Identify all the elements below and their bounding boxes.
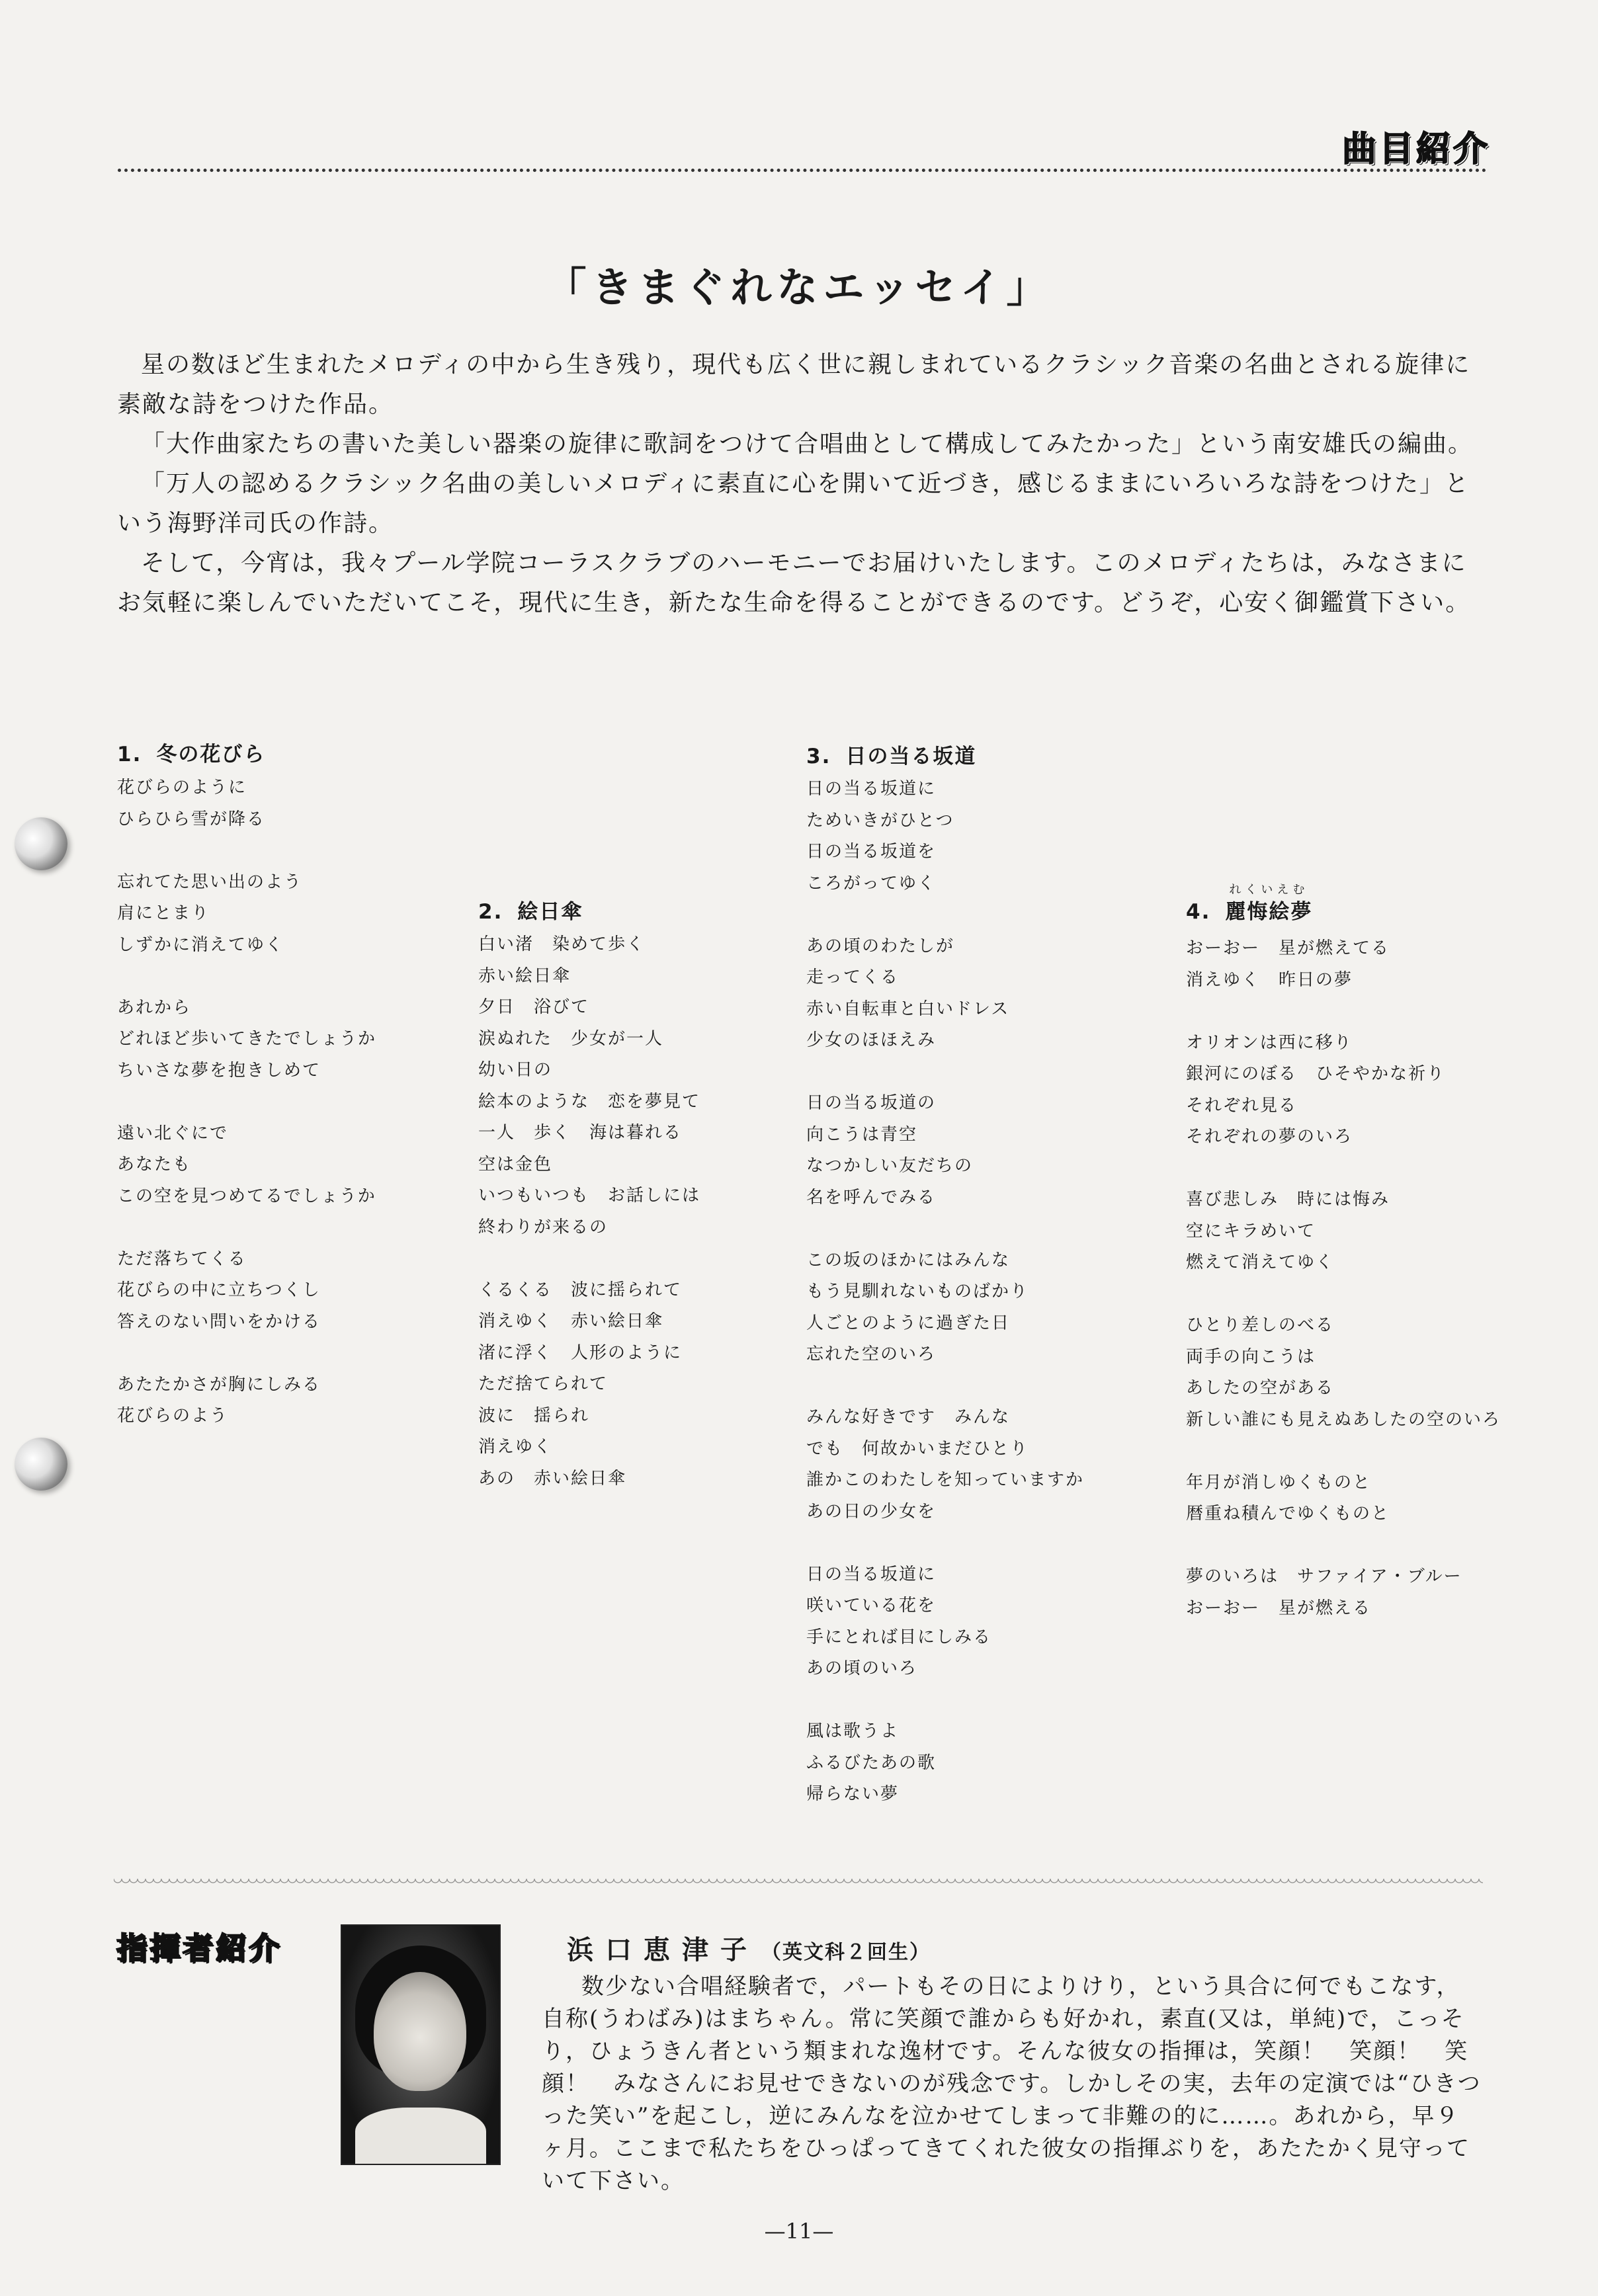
lyric-line: 肩にとまり bbox=[117, 903, 210, 923]
lyric-line bbox=[806, 1213, 1084, 1245]
photo-collar bbox=[355, 2108, 486, 2165]
section-label-conductor: 指揮者紹介 bbox=[116, 1930, 282, 1966]
lyric-line: 誰かこのわたしを知っていますか bbox=[806, 1470, 1085, 1490]
song-name: 日の当る坂道 bbox=[845, 745, 977, 768]
lyric-line: 新しい誰にも見えぬあしたの空のいろ bbox=[1186, 1409, 1501, 1430]
lyric-line bbox=[1186, 1530, 1501, 1562]
lyric-line: 咲いている花を bbox=[806, 1596, 937, 1616]
lyric-line: 名を呼んでみる bbox=[806, 1187, 937, 1208]
lyric-line bbox=[117, 1338, 376, 1370]
song-lyrics-1 bbox=[117, 772, 376, 1432]
lyric-line: しずかに消えてゆく bbox=[117, 934, 284, 955]
lyric-line: 花びらのよう bbox=[117, 1406, 229, 1426]
lyric-line: 赤い絵日傘 bbox=[478, 965, 571, 986]
intro-text bbox=[117, 345, 1482, 623]
lyric-line: 一人 歩く 海は暮れる bbox=[478, 1123, 683, 1143]
song-lyrics-3 bbox=[806, 774, 1084, 1811]
lyric-line bbox=[1186, 996, 1501, 1028]
lyric-line: くるくる 波に揺られて bbox=[478, 1280, 683, 1300]
lyric-line: 赤い自転車と白いドレス bbox=[806, 999, 1010, 1019]
lyric-line: 向こうは青空 bbox=[806, 1124, 918, 1145]
lyric-line: 銀河にのぼる ひそやかな祈り bbox=[1186, 1064, 1446, 1084]
song-title-2 bbox=[478, 895, 583, 924]
song-title-1 bbox=[117, 737, 265, 767]
lyric-line: あなたも bbox=[117, 1155, 192, 1174]
lyric-line bbox=[478, 1243, 700, 1275]
lyric-line: 夕日 浴びて bbox=[478, 997, 590, 1017]
lyric-line bbox=[806, 1528, 1084, 1559]
lyric-line: 花びらの中に立ちつくし bbox=[117, 1280, 321, 1300]
intro-paragraph: 「大作曲家たちの書いた美しい器楽の旋律に歌詞をつけて合唱曲として構成してみたかった」という南安雄氏の編曲。 bbox=[141, 430, 1474, 458]
lyric-line: それぞれの夢のいろ bbox=[1186, 1127, 1353, 1147]
lyric-line: 年月が消しゆくものと bbox=[1186, 1472, 1372, 1493]
song-name: 麗悔絵夢 bbox=[1225, 900, 1313, 924]
lyric-line: 消えゆく 赤い絵日傘 bbox=[478, 1311, 664, 1331]
lyric-line: 渚に浮く 人形のように bbox=[478, 1342, 683, 1363]
lyric-line bbox=[806, 1057, 1084, 1088]
section-label-song-intro: 曲目紹介 bbox=[1341, 130, 1490, 169]
lyric-line: 空は金色 bbox=[478, 1154, 553, 1174]
lyric-line: 走ってくる bbox=[806, 967, 900, 987]
lyric-line: 日の当る坂道に bbox=[806, 779, 937, 799]
lyric-line: ちいさな夢を抱きしめて bbox=[117, 1060, 321, 1081]
lyric-line bbox=[1186, 1153, 1501, 1185]
lyric-line: 少女のほほえみ bbox=[806, 1030, 937, 1050]
lyric-line: あしたの空がある bbox=[1186, 1378, 1335, 1398]
song-number: 2. bbox=[478, 900, 503, 924]
lyric-line: 花びらのように bbox=[117, 778, 247, 798]
lyric-line: あの 赤い絵日傘 bbox=[478, 1468, 627, 1489]
lyric-line bbox=[1186, 1279, 1501, 1311]
lyric-line: でも 何故かいまだひとり bbox=[806, 1438, 1029, 1459]
intro-paragraph: 「万人の認めるクラシック名曲の美しいメロディに素直に心を開いて近づき，感じるままにいろいろな詩をつけた」という海野洋司氏の作詩。 bbox=[117, 470, 1470, 537]
lyric-line: この空を見つめてるでしょうか bbox=[117, 1186, 376, 1206]
lyric-line: 暦重ね積んでゆくものと bbox=[1186, 1504, 1390, 1524]
conductor-bio-text: 数少ない合唱経験者で，パートもその日によりけり，という具合に何でもこなす，自称(うわばみ)はまちゃん。常に笑顔で誰からも好かれ，素直(又は，単純)で，こっそり，ひょうきん者という類まれな逸材です。そんな彼女の指揮は，笑顔！ 笑顔！ 笑顔！ みなさんにお見せできないのが残念です。しかしその実，去年の定演では“ひきつった笑い”を起こし，逆にみんなを泣かせてしまって非難の的に……。あれから，早９ヶ月。ここまで私たちをひっぱってきてくれた彼女の指揮ぶりを，あたたかく見守っていて下さい。 bbox=[542, 1973, 1482, 2194]
lyric-line: あたたかさが胸にしみる bbox=[117, 1374, 321, 1395]
lyric-line: 両手の向こうは bbox=[1186, 1346, 1316, 1367]
conductor-photo bbox=[341, 1924, 501, 2165]
lyric-line: 消えゆく 昨日の夢 bbox=[1186, 969, 1353, 990]
page-number: —11— bbox=[764, 2219, 834, 2244]
lyric-line bbox=[117, 1086, 376, 1118]
lyric-line: 忘れてた思い出のよう bbox=[117, 872, 303, 892]
lyric-line: 空にキラめいて bbox=[1186, 1221, 1316, 1241]
lyric-line bbox=[806, 899, 1084, 931]
lyric-line: ためいきがひとつ bbox=[806, 810, 954, 831]
lyric-line: ひらひら雪が降る bbox=[117, 809, 266, 829]
lyric-line: あれから bbox=[117, 997, 192, 1018]
lyric-line: 波に 揺られ bbox=[478, 1405, 590, 1426]
song-number: 1. bbox=[117, 743, 142, 766]
lyric-line: 帰らない夢 bbox=[806, 1784, 900, 1804]
lyric-line: あの日の少女を bbox=[806, 1501, 937, 1522]
song-lyrics-2 bbox=[478, 929, 700, 1495]
lyric-line: 喜び悲しみ 時には悔み bbox=[1186, 1190, 1390, 1210]
conductor-name-text: 浜口恵津子 bbox=[567, 1935, 759, 1965]
lyric-line bbox=[117, 1212, 376, 1244]
song-lyrics-4 bbox=[1186, 933, 1501, 1624]
lyric-line: ひとり差しのべる bbox=[1186, 1315, 1335, 1335]
lyric-line: 人ごとのように過ぎた日 bbox=[806, 1313, 1011, 1333]
binder-hole-bottom bbox=[15, 1438, 67, 1491]
lyric-line: 忘れた空のいろ bbox=[806, 1344, 937, 1364]
lyric-line: 絵本のような 恋を夢見て bbox=[478, 1091, 701, 1112]
conductor-bio bbox=[542, 1971, 1482, 2197]
lyric-line: 終わりが来るの bbox=[478, 1217, 609, 1237]
song-name: 絵日傘 bbox=[517, 900, 583, 924]
song-number: 3. bbox=[806, 745, 831, 768]
lyric-line: なつかしい友だちの bbox=[806, 1156, 974, 1176]
lyric-line: どれほど歩いてきたでしょうか bbox=[117, 1029, 377, 1049]
lyric-line bbox=[117, 961, 376, 993]
lyric-line: オリオンは西に移り bbox=[1186, 1032, 1353, 1053]
lyric-line: おーおー 星が燃える bbox=[1186, 1598, 1372, 1618]
conductor-affiliation: （英文科２回生） bbox=[761, 1941, 931, 1964]
lyric-line: 涙ぬれた 少女が一人 bbox=[478, 1028, 664, 1049]
lyric-line: 答えのない問いをかける bbox=[117, 1311, 321, 1332]
lyric-line: ころがってゆく bbox=[806, 873, 937, 893]
song-number: 4. bbox=[1186, 900, 1211, 924]
lyric-line: それぞれ見る bbox=[1186, 1095, 1298, 1116]
lyric-line: ただ落ちてくる bbox=[117, 1249, 247, 1269]
lyric-line: 夢のいろは サファイア・ブルー bbox=[1186, 1567, 1462, 1586]
lyric-line: もう見馴れないものばかり bbox=[806, 1282, 1029, 1301]
section-divider bbox=[114, 1879, 1483, 1884]
lyric-line bbox=[806, 1371, 1084, 1403]
song-title-4 bbox=[1186, 883, 1313, 924]
lyric-line: 遠い北ぐにで bbox=[117, 1123, 229, 1143]
lyric-line: あの頃のわたしが bbox=[806, 936, 955, 956]
lyric-line: あの頃のいろ bbox=[806, 1659, 918, 1678]
lyric-line: 風は歌うよ bbox=[806, 1721, 900, 1741]
lyric-line bbox=[117, 835, 376, 867]
lyric-line: この坂のほかにはみんな bbox=[806, 1250, 1011, 1270]
lyric-line: 幼い日の bbox=[478, 1060, 553, 1080]
page-title: 「きまぐれなエッセイ」 bbox=[545, 263, 1053, 311]
photo-face bbox=[374, 1972, 466, 2091]
lyric-line bbox=[1186, 1436, 1501, 1467]
song-name: 冬の花びら bbox=[156, 743, 266, 766]
lyric-line: いつもいつも お話しには bbox=[478, 1186, 701, 1206]
lyric-line: おーおー 星が燃えてる bbox=[1186, 938, 1390, 958]
lyric-line: 消えゆく bbox=[478, 1437, 553, 1457]
lyric-line: みんな好きです みんな bbox=[806, 1407, 1011, 1427]
song-title-ruby: れくいえむ bbox=[1229, 883, 1309, 897]
intro-paragraph: 星の数ほど生まれたメロディの中から生き残り，現代も広く世に親しまれているクラシック音楽の名曲とされる旋律に素敵な詩をつけた作品。 bbox=[117, 351, 1471, 418]
lyric-line bbox=[806, 1685, 1084, 1717]
intro-paragraph: そして，今宵は，我々プール学院コーラスクラブのハーモニーでお届けいたします。このメロディたちは，みなさまにお気軽に楽しんでいただいてこそ，現代に生き，新たな生命を得ることができるのです。どうぞ，心安く御鑑賞下さい。 bbox=[117, 550, 1471, 616]
lyric-line: ふるびたあの歌 bbox=[806, 1752, 937, 1773]
header-divider bbox=[118, 169, 1487, 172]
lyric-line: 白い渚 染めて歩く bbox=[478, 934, 646, 954]
binder-hole-top bbox=[15, 817, 67, 870]
lyric-line: 日の当る坂道の bbox=[806, 1093, 937, 1113]
lyric-line: ただ捨てられて bbox=[478, 1374, 609, 1394]
lyric-line: 日の当る坂道を bbox=[806, 842, 937, 862]
lyric-line: 手にとれば目にしみる bbox=[806, 1627, 992, 1647]
lyric-line: 燃えて消えてゆく bbox=[1186, 1252, 1335, 1272]
lyric-line: 日の当る坂道に bbox=[806, 1564, 937, 1584]
conductor-name bbox=[567, 1929, 931, 1967]
song-title-3 bbox=[806, 739, 976, 769]
